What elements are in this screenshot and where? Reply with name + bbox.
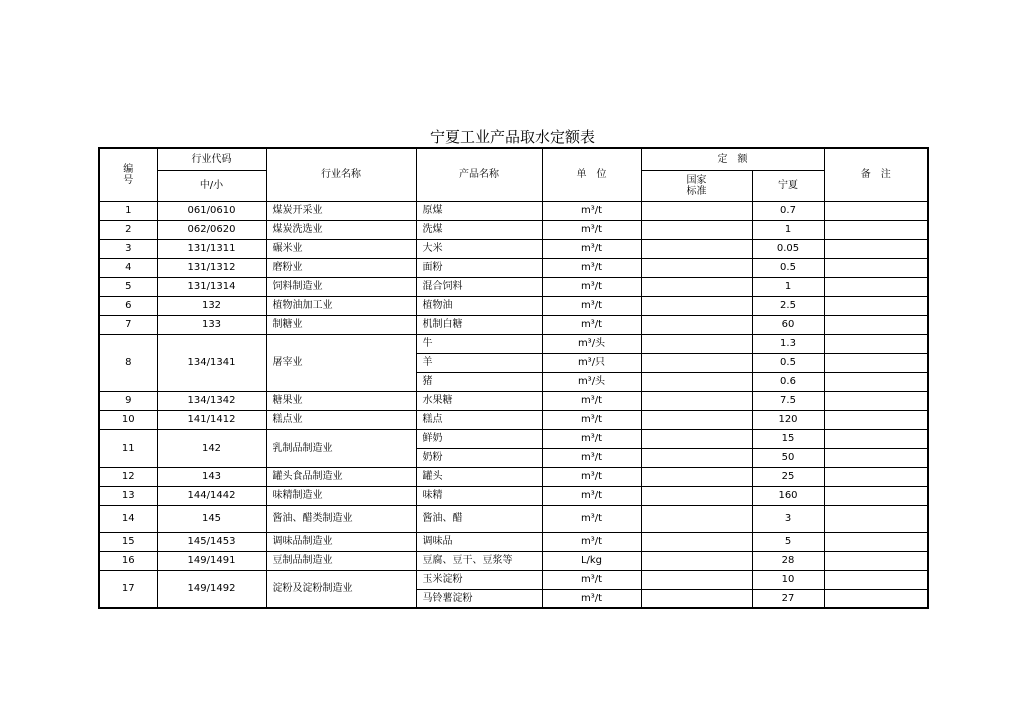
cell-national [641, 467, 752, 486]
cell-product: 糕点 [416, 410, 542, 429]
cell-remarks [824, 353, 928, 372]
cell-unit: m³/t [542, 277, 641, 296]
cell-no: 6 [99, 296, 157, 315]
cell-ningxia: 5 [752, 532, 824, 551]
cell-code: 131/1314 [157, 277, 266, 296]
cell-unit: m³/t [542, 589, 641, 608]
table-row [99, 467, 928, 486]
cell-national [641, 201, 752, 220]
cell-unit: m³/t [542, 570, 641, 589]
cell-remarks [824, 467, 928, 486]
cell-product: 植物油 [416, 296, 542, 315]
cell-remarks [824, 551, 928, 570]
cell-code: 134/1341 [157, 334, 266, 391]
table-row [99, 486, 928, 505]
cell-no: 10 [99, 410, 157, 429]
cell-national [641, 410, 752, 429]
cell-unit: m³/t [542, 201, 641, 220]
cell-unit: m³/只 [542, 353, 641, 372]
table-row [99, 258, 928, 277]
water-quota-table [98, 147, 929, 609]
cell-ningxia: 0.7 [752, 201, 824, 220]
table-row [99, 220, 928, 239]
cell-national [641, 277, 752, 296]
cell-national [641, 315, 752, 334]
cell-industry: 屠宰业 [266, 334, 416, 391]
cell-remarks [824, 220, 928, 239]
cell-code: 132 [157, 296, 266, 315]
cell-unit: L/kg [542, 551, 641, 570]
header-remarks: 备 注 [824, 148, 928, 201]
cell-industry: 糖果业 [266, 391, 416, 410]
cell-no: 11 [99, 429, 157, 467]
cell-industry: 味精制造业 [266, 486, 416, 505]
cell-code: 131/1312 [157, 258, 266, 277]
table-row [99, 551, 928, 570]
cell-remarks [824, 391, 928, 410]
table-row [99, 334, 928, 353]
cell-no: 3 [99, 239, 157, 258]
cell-unit: m³/t [542, 505, 641, 532]
cell-national [641, 296, 752, 315]
cell-ningxia: 1.3 [752, 334, 824, 353]
cell-no: 7 [99, 315, 157, 334]
cell-product: 罐头 [416, 467, 542, 486]
cell-remarks [824, 372, 928, 391]
cell-remarks [824, 532, 928, 551]
table-row [99, 201, 928, 220]
header-industry-name: 行业名称 [266, 148, 416, 201]
cell-ningxia: 1 [752, 277, 824, 296]
cell-remarks [824, 570, 928, 589]
header-industry-code: 行业代码 [157, 148, 266, 170]
cell-no: 5 [99, 277, 157, 296]
cell-code: 134/1342 [157, 391, 266, 410]
cell-national [641, 448, 752, 467]
table-row [99, 570, 928, 589]
cell-industry: 糕点业 [266, 410, 416, 429]
cell-ningxia: 27 [752, 589, 824, 608]
cell-product: 牛 [416, 334, 542, 353]
cell-national [641, 239, 752, 258]
cell-remarks [824, 589, 928, 608]
cell-product: 味精 [416, 486, 542, 505]
cell-ningxia: 2.5 [752, 296, 824, 315]
cell-unit: m³/t [542, 486, 641, 505]
cell-code: 149/1492 [157, 570, 266, 608]
cell-no: 2 [99, 220, 157, 239]
cell-code: 144/1442 [157, 486, 266, 505]
cell-code: 142 [157, 429, 266, 467]
cell-unit: m³/t [542, 532, 641, 551]
cell-national [641, 334, 752, 353]
cell-code: 143 [157, 467, 266, 486]
cell-industry: 乳制品制造业 [266, 429, 416, 467]
cell-unit: m³/t [542, 239, 641, 258]
cell-unit: m³/t [542, 429, 641, 448]
cell-remarks [824, 334, 928, 353]
cell-industry: 煤炭洗选业 [266, 220, 416, 239]
header-quota: 定 额 [641, 148, 824, 170]
cell-industry: 罐头食品制造业 [266, 467, 416, 486]
cell-industry: 豆制品制造业 [266, 551, 416, 570]
table-row [99, 239, 928, 258]
cell-remarks [824, 486, 928, 505]
table-row [99, 296, 928, 315]
cell-ningxia: 7.5 [752, 391, 824, 410]
cell-national [641, 353, 752, 372]
cell-no: 15 [99, 532, 157, 551]
cell-product: 玉米淀粉 [416, 570, 542, 589]
cell-national [641, 486, 752, 505]
cell-ningxia: 50 [752, 448, 824, 467]
table-row [99, 532, 928, 551]
cell-product: 猪 [416, 372, 542, 391]
table-row [99, 315, 928, 334]
cell-ningxia: 1 [752, 220, 824, 239]
cell-industry: 淀粉及淀粉制造业 [266, 570, 416, 608]
cell-code: 061/0610 [157, 201, 266, 220]
cell-industry: 植物油加工业 [266, 296, 416, 315]
cell-unit: m³/t [542, 448, 641, 467]
table-row [99, 505, 928, 532]
cell-no: 1 [99, 201, 157, 220]
cell-ningxia: 0.5 [752, 258, 824, 277]
cell-no: 8 [99, 334, 157, 391]
cell-product: 大米 [416, 239, 542, 258]
cell-remarks [824, 505, 928, 532]
cell-code: 133 [157, 315, 266, 334]
cell-national [641, 429, 752, 448]
table-row [99, 429, 928, 448]
cell-industry: 磨粉业 [266, 258, 416, 277]
table-row [99, 391, 928, 410]
cell-product: 洗煤 [416, 220, 542, 239]
header-code-sub: 中/小 [157, 170, 266, 201]
cell-national [641, 258, 752, 277]
cell-no: 17 [99, 570, 157, 608]
cell-product: 奶粉 [416, 448, 542, 467]
cell-national [641, 372, 752, 391]
cell-national [641, 391, 752, 410]
cell-code: 145/1453 [157, 532, 266, 551]
cell-code: 149/1491 [157, 551, 266, 570]
cell-code: 062/0620 [157, 220, 266, 239]
cell-unit: m³/t [542, 410, 641, 429]
cell-national [641, 532, 752, 551]
cell-remarks [824, 296, 928, 315]
cell-ningxia: 120 [752, 410, 824, 429]
cell-unit: m³/头 [542, 334, 641, 353]
cell-remarks [824, 410, 928, 429]
cell-ningxia: 28 [752, 551, 824, 570]
cell-product: 酱油、醋 [416, 505, 542, 532]
cell-ningxia: 10 [752, 570, 824, 589]
cell-no: 4 [99, 258, 157, 277]
table-row [99, 410, 928, 429]
cell-remarks [824, 201, 928, 220]
table-title: 宁夏工业产品取水定额表 [429, 128, 595, 146]
cell-product: 原煤 [416, 201, 542, 220]
cell-industry: 酱油、醋类制造业 [266, 505, 416, 532]
cell-industry: 调味品制造业 [266, 532, 416, 551]
cell-unit: m³/t [542, 296, 641, 315]
cell-industry: 煤炭开采业 [266, 201, 416, 220]
cell-product: 马铃薯淀粉 [416, 589, 542, 608]
cell-unit: m³/t [542, 467, 641, 486]
cell-product: 面粉 [416, 258, 542, 277]
cell-ningxia: 60 [752, 315, 824, 334]
cell-product: 混合饲料 [416, 277, 542, 296]
cell-product: 豆腐、豆干、豆浆等 [416, 551, 542, 570]
cell-ningxia: 15 [752, 429, 824, 448]
cell-code: 131/1311 [157, 239, 266, 258]
header-serial-no: 编 号 [99, 148, 157, 201]
cell-national [641, 220, 752, 239]
cell-national [641, 570, 752, 589]
cell-ningxia: 0.05 [752, 239, 824, 258]
cell-product: 羊 [416, 353, 542, 372]
cell-unit: m³/t [542, 258, 641, 277]
cell-ningxia: 0.6 [752, 372, 824, 391]
cell-remarks [824, 258, 928, 277]
cell-no: 12 [99, 467, 157, 486]
header-national-standard: 国家 标准 [641, 170, 752, 201]
cell-remarks [824, 239, 928, 258]
header-ningxia: 宁夏 [752, 170, 824, 201]
cell-code: 145 [157, 505, 266, 532]
cell-ningxia: 0.5 [752, 353, 824, 372]
header-product-name: 产品名称 [416, 148, 542, 201]
cell-remarks [824, 315, 928, 334]
cell-industry: 制糖业 [266, 315, 416, 334]
cell-remarks [824, 448, 928, 467]
cell-no: 16 [99, 551, 157, 570]
cell-national [641, 589, 752, 608]
header-unit: 单 位 [542, 148, 641, 201]
cell-unit: m³/头 [542, 372, 641, 391]
cell-national [641, 505, 752, 532]
cell-product: 鲜奶 [416, 429, 542, 448]
cell-product: 水果糖 [416, 391, 542, 410]
cell-no: 9 [99, 391, 157, 410]
cell-remarks [824, 277, 928, 296]
cell-unit: m³/t [542, 220, 641, 239]
cell-product: 调味品 [416, 532, 542, 551]
cell-no: 14 [99, 505, 157, 532]
cell-industry: 饲料制造业 [266, 277, 416, 296]
cell-unit: m³/t [542, 391, 641, 410]
cell-industry: 碾米业 [266, 239, 416, 258]
cell-no: 13 [99, 486, 157, 505]
cell-remarks [824, 429, 928, 448]
cell-code: 141/1412 [157, 410, 266, 429]
table-row [99, 277, 928, 296]
cell-national [641, 551, 752, 570]
cell-ningxia: 25 [752, 467, 824, 486]
cell-ningxia: 160 [752, 486, 824, 505]
cell-product: 机制白糖 [416, 315, 542, 334]
cell-unit: m³/t [542, 315, 641, 334]
cell-ningxia: 3 [752, 505, 824, 532]
